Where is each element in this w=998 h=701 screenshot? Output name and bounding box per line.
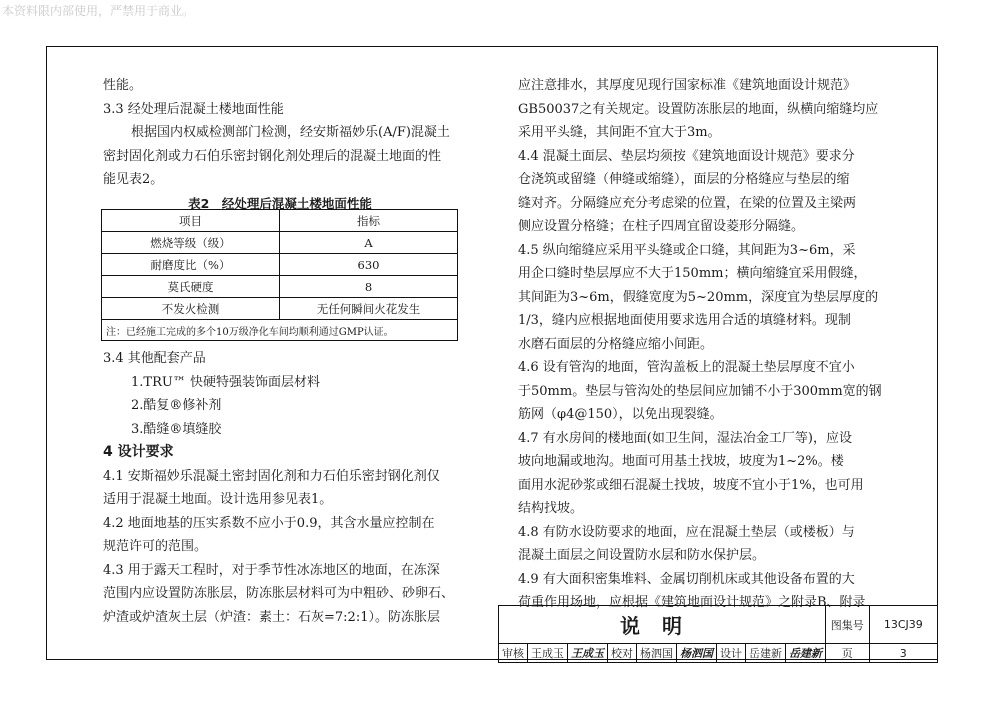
- text-line: 4.5 纵向缩缝应采用平头缝或企口缝，其间距为3~6m，采: [518, 242, 856, 258]
- table-cell: 630: [280, 254, 458, 276]
- signature-mark: 王成玉: [571, 647, 604, 660]
- table-row: [102, 276, 458, 298]
- text-line: 范围内应设置防冻胀层，防冻胀层材料可为中粗砂、砂卵石、: [103, 586, 455, 601]
- design-label: 设计: [717, 644, 746, 663]
- list-item: 2.酷复®修补剂: [131, 398, 222, 413]
- text-line: 4.6 设有管沟的地面，管沟盖板上的混凝土垫层厚度不宜小: [518, 360, 855, 375]
- table-cell: 不发火检测: [102, 298, 280, 320]
- text-line: 混凝土面层之间设置防水层和防水保护层。: [518, 548, 766, 563]
- page-label: 页: [826, 644, 870, 663]
- text-line: 4.9 有大面积密集堆料、金属切削机床或其他设备布置的大: [518, 571, 855, 587]
- section-3-3-heading: 3.3 经处理后混凝土楼地面性能: [103, 101, 284, 117]
- text-line: 密封固化剂或力石伯乐密封钢化剂处理后的混凝土地面的性: [103, 148, 442, 164]
- list-item: 3.酷缝®填缝胶: [131, 421, 222, 437]
- checker-signature: [677, 644, 717, 663]
- checker-name: 杨泗国: [637, 644, 677, 663]
- text-line: 坡向地漏或地沟。地面可用基土找坡，坡度为1~2%。楼: [518, 454, 844, 469]
- table-cell: 莫氏硬度: [102, 276, 280, 298]
- text-line: 4.7 有水房间的楼地面(如卫生间，湿法冶金工厂等)，应设: [518, 430, 852, 446]
- text-line: 荷重作用场地，应根据《建筑地面设计规范》之附录B、附录: [518, 595, 866, 610]
- text-line: 采用平头缝，其间距不宜大于3m。: [518, 125, 721, 140]
- text-line: 炉渣或炉渣灰土层（炉渣：素土：石灰=7:2:1）。防冻胀层: [103, 609, 440, 625]
- text-line: 性能。: [103, 78, 143, 93]
- table-caption: 表2 经处理后混凝土楼地面性能: [188, 195, 372, 211]
- table-cell: 无任何瞬间火花发生: [280, 298, 458, 320]
- text-line: 适用于混凝土地面。设计选用参见表1。: [103, 492, 333, 507]
- section-4-heading: 4 设计要求: [103, 444, 174, 460]
- designer-signature: [786, 644, 826, 663]
- table-cell: 燃烧等级（级）: [102, 232, 280, 254]
- text-line: 能见表2。: [103, 172, 164, 187]
- text-line: 1/3，缝内应根据地面使用要求选用合适的填缝材料。现制: [518, 313, 851, 328]
- text-line: 结构找坡。: [518, 501, 584, 516]
- reviewer-name: 王成玉: [528, 644, 568, 663]
- text-line: 4.8 有防水设防要求的地面，应在混凝土垫层（或楼板）与: [518, 524, 855, 540]
- table-row: [102, 232, 458, 254]
- page-number: 3: [869, 644, 937, 663]
- text-line: 其间距为3~6m，假缝宽度为5~20mm，深度宜为垫层厚度的: [518, 289, 879, 305]
- table-cell: 8: [280, 276, 458, 298]
- text-line: 水磨石面层的分格缝应缩小间距。: [518, 336, 714, 352]
- table-header-row: [102, 210, 458, 232]
- text-line: 4.4 混凝土面层、垫层均须按《建筑地面设计规范》要求分: [518, 148, 855, 164]
- signature-mark: 岳建新: [789, 647, 822, 660]
- sheet-title: 说明: [499, 606, 826, 644]
- text-line: 侧应设置分格缝；在柱子四周宜留设菱形分隔缝。: [518, 219, 805, 234]
- text-line: 4.2 地面地基的压实系数不应小于0.9，其含水量应控制在: [103, 515, 435, 531]
- text-line: 于50mm。垫层与管沟处的垫层间应加铺不小于300mm宽的钢: [518, 383, 882, 399]
- left-column-lower: [103, 347, 483, 629]
- text-line: 仓浇筑或留缝（伸缝或缩缝），面层的分格缝应与垫层的缩: [518, 172, 850, 187]
- text-line: 面用水泥砂浆或细石混凝土找坡，坡度不宜小于1%，也可用: [518, 477, 864, 493]
- atlas-number: 13CJ39: [869, 606, 937, 644]
- text-line: 用企口缝时垫层厚应不大于150mm；横向缩缝宜采用假缝，: [518, 266, 867, 281]
- signature-mark: 杨泗国: [680, 647, 713, 660]
- table-note-row: [102, 320, 458, 341]
- left-column: [103, 74, 483, 215]
- table-row: [102, 254, 458, 276]
- text-line: 4.1 安斯福妙乐混凝土密封固化剂和力石伯乐密封钢化剂仅: [103, 468, 440, 484]
- text-line: GB50037之有关规定。设置防冻胀层的地面，纵横向缩缝均应: [518, 101, 879, 117]
- text-line: 应注意排水，其厚度见现行国家标准《建筑地面设计规范》: [518, 78, 857, 93]
- section-3-4-heading: 3.4 其他配套产品: [103, 351, 206, 366]
- text-line: 规范许可的范围。: [103, 539, 208, 554]
- atlas-label: 图集号: [826, 606, 870, 644]
- text-line: 筋网（φ4@150），以免出现裂缝。: [518, 407, 723, 422]
- text-line: 缝对齐。分隔缝应充分考虑梁的位置，在梁的位置及主梁两: [518, 195, 857, 211]
- table-header-cell: 项目: [102, 210, 280, 232]
- check-label: 校对: [608, 644, 637, 663]
- watermark-text: 本资料限内部使用，严禁用于商业。: [2, 4, 195, 18]
- review-label: 审核: [499, 644, 528, 663]
- list-item: 1.TRU™ 快硬特强装饰面层材料: [131, 374, 320, 390]
- reviewer-signature: [568, 644, 608, 663]
- table-cell: A: [280, 232, 458, 254]
- table-cell: 耐磨度比（%）: [102, 254, 280, 276]
- table-header-cell: 指标: [280, 210, 458, 232]
- right-column: [518, 74, 898, 615]
- text-line: 根据国内权威检测部门检测，经安斯福妙乐(A/F)混凝土: [131, 125, 450, 140]
- designer-name: 岳建新: [746, 644, 786, 663]
- title-block: [498, 605, 938, 663]
- table-note: 注：已经施工完成的多个10万级净化车间均顺利通过GMP认证。: [102, 320, 458, 341]
- performance-table: [101, 209, 458, 341]
- table-row: [102, 298, 458, 320]
- text-line: 4.3 用于露天工程时，对于季节性冰冻地区的地面，在冻深: [103, 562, 440, 578]
